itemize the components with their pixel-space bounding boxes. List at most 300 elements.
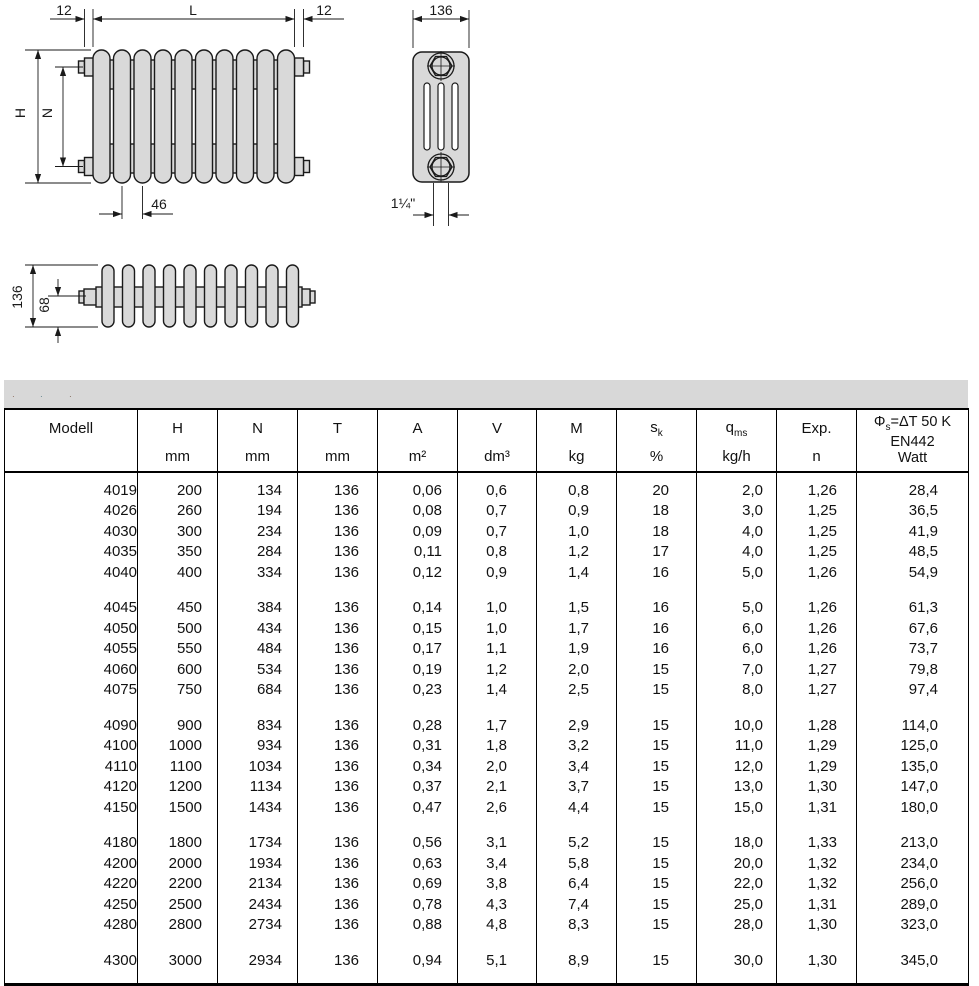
cell-value: 5,0 (697, 562, 777, 583)
cell-value: 2200 (138, 874, 218, 895)
spacer-cell (298, 472, 378, 480)
cell-value: 61,3 (857, 598, 969, 619)
cell-value: 15 (617, 833, 697, 854)
cell-value: 136 (298, 562, 378, 583)
cell-value: 0,56 (378, 833, 458, 854)
cell-value: 136 (298, 833, 378, 854)
cell-value: 1800 (138, 833, 218, 854)
cell-value: 1,7 (458, 715, 537, 736)
cell-value: 41,9 (857, 521, 969, 542)
cell-value: 97,4 (857, 680, 969, 701)
cell-value: 1,0 (537, 521, 617, 542)
table-row (5, 598, 969, 619)
cell-model: 4026 (5, 501, 138, 522)
cell-value: 4,0 (697, 521, 777, 542)
cell-value: 7,0 (697, 659, 777, 680)
cell-value: 136 (298, 915, 378, 936)
cell-value: 1,26 (777, 598, 857, 619)
front-view-drawing (79, 50, 310, 183)
cell-value: 16 (617, 639, 697, 660)
cell-value: 1,5 (537, 598, 617, 619)
group-spacer (5, 935, 969, 950)
dim-label-depth: 136 (429, 2, 453, 18)
cell-value: 79,8 (857, 659, 969, 680)
cell-value: 1,28 (777, 715, 857, 736)
cell-value: 550 (138, 639, 218, 660)
spacer-cell (458, 935, 537, 950)
cell-value: 15,0 (697, 797, 777, 818)
cell-value: 1,29 (777, 756, 857, 777)
spec-table (4, 408, 969, 986)
cell-value: 1,26 (777, 618, 857, 639)
cell-value: 15 (617, 777, 697, 798)
col-header-qms: $q_{ms}$ (697, 409, 777, 442)
spacer-cell (537, 700, 617, 715)
cell-value: 934 (218, 736, 298, 757)
cell-value: 136 (298, 680, 378, 701)
cell-value: 1434 (218, 797, 298, 818)
cell-value: 2500 (138, 894, 218, 915)
spacer-cell (857, 583, 969, 598)
cell-value: 4,4 (537, 797, 617, 818)
cell-value: 2000 (138, 853, 218, 874)
cell-value: 5,1 (458, 950, 537, 971)
spacer-cell (218, 472, 298, 480)
cell-value: 18 (617, 501, 697, 522)
cell-value: 300 (138, 521, 218, 542)
dim-label-axis-offset: 68 (36, 297, 52, 313)
spacer-cell (218, 583, 298, 598)
table-row (5, 915, 969, 936)
col-header-n: N (218, 409, 298, 442)
cell-value: 28,4 (857, 480, 969, 501)
cell-value: 1500 (138, 797, 218, 818)
cell-value: 1,4 (458, 680, 537, 701)
spacer-cell (5, 971, 138, 985)
spacer-cell (378, 583, 458, 598)
dim-label-left-offset: 12 (56, 2, 72, 18)
spacer-cell (138, 583, 218, 598)
cell-value: 1,26 (777, 480, 857, 501)
cell-value: 15 (617, 853, 697, 874)
table-body (5, 472, 969, 985)
cell-value: 3,4 (537, 756, 617, 777)
cell-value: 1,25 (777, 521, 857, 542)
cell-value: 15 (617, 680, 697, 701)
spacer-cell (617, 700, 697, 715)
cell-value: 1,7 (537, 618, 617, 639)
spacer-cell (218, 935, 298, 950)
cell-value: 1,27 (777, 680, 857, 701)
cell-value: 22,0 (697, 874, 777, 895)
cell-value: 11,0 (697, 736, 777, 757)
spacer-cell (5, 472, 138, 480)
spacer-cell (458, 700, 537, 715)
cell-value: 15 (617, 894, 697, 915)
cell-value: 284 (218, 542, 298, 563)
cell-value: 0,14 (378, 598, 458, 619)
cell-value: 1134 (218, 777, 298, 798)
cell-model: 4075 (5, 680, 138, 701)
cell-value: 7,4 (537, 894, 617, 915)
cell-model: 4045 (5, 598, 138, 619)
cell-value: 2,0 (697, 480, 777, 501)
cell-value: 2434 (218, 894, 298, 915)
cell-value: 136 (298, 797, 378, 818)
cell-value: 136 (298, 950, 378, 971)
cell-value: 1,0 (458, 618, 537, 639)
spacer-cell (537, 472, 617, 480)
spacer-cell (138, 971, 218, 985)
cell-value: 16 (617, 562, 697, 583)
cell-value: 15 (617, 874, 697, 895)
spacer-cell (537, 971, 617, 985)
spacer-cell (5, 818, 138, 833)
cell-value: 8,3 (537, 915, 617, 936)
cell-value: 125,0 (857, 736, 969, 757)
cell-value: 1,2 (537, 542, 617, 563)
cell-value: 1,31 (777, 797, 857, 818)
cell-value: 256,0 (857, 874, 969, 895)
spacer-cell (5, 935, 138, 950)
cell-value: 2934 (218, 950, 298, 971)
stray-mark: · (69, 392, 72, 401)
table-row (5, 777, 969, 798)
cell-value: 0,23 (378, 680, 458, 701)
cell-value: 20 (617, 480, 697, 501)
spacer-cell (857, 472, 969, 480)
spacer-cell (298, 971, 378, 985)
cell-value: 213,0 (857, 833, 969, 854)
cell-value: 28,0 (697, 915, 777, 936)
cell-value: 194 (218, 501, 298, 522)
cell-value: 1,4 (537, 562, 617, 583)
spacer-cell (697, 818, 777, 833)
cell-model: 4019 (5, 480, 138, 501)
spacer-cell (138, 818, 218, 833)
cell-model: 4055 (5, 639, 138, 660)
cell-value: 1,8 (458, 736, 537, 757)
cell-value: 15 (617, 659, 697, 680)
unit-v: dm³ (458, 442, 537, 472)
cell-value: 136 (298, 598, 378, 619)
group-spacer (5, 583, 969, 598)
side-air-slots (424, 83, 458, 150)
table-row (5, 659, 969, 680)
cell-value: 136 (298, 639, 378, 660)
cell-value: 3000 (138, 950, 218, 971)
spacer-cell (857, 700, 969, 715)
cell-value: 136 (298, 618, 378, 639)
cell-value: 3,7 (537, 777, 617, 798)
cell-model: 4050 (5, 618, 138, 639)
cell-model: 4200 (5, 853, 138, 874)
dim-label-right-offset: 12 (316, 2, 332, 18)
spacer-cell (458, 583, 537, 598)
cell-value: 400 (138, 562, 218, 583)
cell-value: 10,0 (697, 715, 777, 736)
cell-model: 4220 (5, 874, 138, 895)
cell-value: 2,6 (458, 797, 537, 818)
section-header-bar (4, 380, 968, 408)
cell-value: 15 (617, 797, 697, 818)
cell-value: 15 (617, 756, 697, 777)
cell-value: 54,9 (857, 562, 969, 583)
cell-value: 2,1 (458, 777, 537, 798)
cell-value: 384 (218, 598, 298, 619)
side-view-drawing (413, 51, 469, 182)
cell-value: 4,8 (458, 915, 537, 936)
unit-t: mm (298, 442, 378, 472)
cell-value: 0,19 (378, 659, 458, 680)
dim-label-height: H (12, 107, 28, 119)
cell-value: 3,2 (537, 736, 617, 757)
cell-value: 200 (138, 480, 218, 501)
cell-value: 1734 (218, 833, 298, 854)
table-row (5, 950, 969, 971)
cell-model: 4040 (5, 562, 138, 583)
cell-value: 1200 (138, 777, 218, 798)
cell-value: 136 (298, 715, 378, 736)
cell-value: 234 (218, 521, 298, 542)
cell-value: 12,0 (697, 756, 777, 777)
spacer-cell (777, 472, 857, 480)
cell-value: 2,9 (537, 715, 617, 736)
cell-value: 0,7 (458, 521, 537, 542)
cell-value: 16 (617, 598, 697, 619)
cell-value: 2734 (218, 915, 298, 936)
spacer-cell (777, 935, 857, 950)
cell-value: 0,9 (537, 501, 617, 522)
spacer-cell (617, 971, 697, 985)
top-view-drawing (79, 265, 315, 327)
cell-value: 0,37 (378, 777, 458, 798)
table-row (5, 562, 969, 583)
unit-a: m² (378, 442, 458, 472)
cell-value: 2800 (138, 915, 218, 936)
cell-value: 18,0 (697, 833, 777, 854)
cell-value: 234,0 (857, 853, 969, 874)
cell-value: 8,0 (697, 680, 777, 701)
cell-value: 0,15 (378, 618, 458, 639)
table-row (5, 874, 969, 895)
cell-value: 0,31 (378, 736, 458, 757)
table-row (5, 639, 969, 660)
cell-value: 17 (617, 542, 697, 563)
cell-value: 3,0 (697, 501, 777, 522)
table-row (5, 894, 969, 915)
spacer-cell (617, 472, 697, 480)
cell-value: 6,4 (537, 874, 617, 895)
table-row (5, 833, 969, 854)
cell-value: 1100 (138, 756, 218, 777)
table-row (5, 736, 969, 757)
spacer-cell (777, 583, 857, 598)
technical-drawings (0, 0, 979, 378)
cell-value: 136 (298, 480, 378, 501)
cell-value: 2,0 (537, 659, 617, 680)
cell-value: 1934 (218, 853, 298, 874)
cell-value: 334 (218, 562, 298, 583)
cell-value: 534 (218, 659, 298, 680)
unit-m: kg (537, 442, 617, 472)
cell-value: 0,9 (458, 562, 537, 583)
spacer-cell (378, 700, 458, 715)
cell-value: 434 (218, 618, 298, 639)
cell-value: 67,6 (857, 618, 969, 639)
spacer-cell (537, 583, 617, 598)
spacer-cell (777, 700, 857, 715)
spacer-cell (218, 818, 298, 833)
cell-value: 0,06 (378, 480, 458, 501)
cell-value: 1,29 (777, 736, 857, 757)
spacer-cell (218, 971, 298, 985)
spacer-cell (378, 818, 458, 833)
col-header-watt: Watt (897, 449, 928, 466)
cell-value: 0,88 (378, 915, 458, 936)
cell-value: 16 (617, 618, 697, 639)
col-header-sk: $s_k$ (617, 409, 697, 442)
cell-value: 1034 (218, 756, 298, 777)
spacer-cell (5, 583, 138, 598)
cell-model: 4035 (5, 542, 138, 563)
cell-value: 0,47 (378, 797, 458, 818)
col-header-exp: Exp. (777, 409, 857, 442)
cell-value: 684 (218, 680, 298, 701)
cell-model: 4030 (5, 521, 138, 542)
spacer-cell (697, 472, 777, 480)
cell-value: 136 (298, 874, 378, 895)
cell-model: 4300 (5, 950, 138, 971)
cell-value: 15 (617, 915, 697, 936)
cell-value: 20,0 (697, 853, 777, 874)
cell-value: 450 (138, 598, 218, 619)
cell-value: 834 (218, 715, 298, 736)
spacer-cell (378, 971, 458, 985)
spacer-cell (857, 818, 969, 833)
unit-h: mm (138, 442, 218, 472)
col-header-t: T (298, 409, 378, 442)
cell-value: 0,34 (378, 756, 458, 777)
cell-model: 4090 (5, 715, 138, 736)
spacer-cell (298, 935, 378, 950)
cell-value: 30,0 (697, 950, 777, 971)
cell-value: 48,5 (857, 542, 969, 563)
spacer-cell (697, 700, 777, 715)
spacer-cell (857, 971, 969, 985)
cell-value: 4,0 (697, 542, 777, 563)
cell-value: 18 (617, 521, 697, 542)
cell-value: 323,0 (857, 915, 969, 936)
dim-label-section-pitch: 46 (151, 196, 167, 212)
spacer-cell (617, 583, 697, 598)
table-row (5, 521, 969, 542)
cell-value: 0,08 (378, 501, 458, 522)
cell-value: 2,5 (537, 680, 617, 701)
cell-value: 1,32 (777, 874, 857, 895)
cell-value: 15 (617, 715, 697, 736)
cell-value: 0,17 (378, 639, 458, 660)
cell-value: 1,26 (777, 562, 857, 583)
table-row (5, 853, 969, 874)
cell-value: 1,25 (777, 501, 857, 522)
cell-value: 3,4 (458, 853, 537, 874)
cell-value: 1,32 (777, 853, 857, 874)
cell-value: 289,0 (857, 894, 969, 915)
table-row (5, 480, 969, 501)
spacer-cell (537, 818, 617, 833)
stray-mark: · (12, 392, 15, 401)
dim-label-top-depth: 136 (9, 285, 25, 309)
cell-value: 345,0 (857, 950, 969, 971)
cell-model: 4120 (5, 777, 138, 798)
cell-model: 4150 (5, 797, 138, 818)
cell-value: 8,9 (537, 950, 617, 971)
cell-value: 1,1 (458, 639, 537, 660)
col-header-modell: Modell (5, 409, 138, 442)
spacer-cell (458, 472, 537, 480)
cell-value: 1,25 (777, 542, 857, 563)
unit-modell (5, 442, 138, 472)
spacer-cell (697, 935, 777, 950)
dim-label-nipple-distance: N (39, 107, 55, 119)
spacer-cell (378, 935, 458, 950)
table-row (5, 680, 969, 701)
cell-value: 134 (218, 480, 298, 501)
cell-value: 0,69 (378, 874, 458, 895)
cell-value: 1,30 (777, 915, 857, 936)
spacer-cell (777, 971, 857, 985)
cell-value: 0,12 (378, 562, 458, 583)
cell-value: 750 (138, 680, 218, 701)
cell-value: 0,78 (378, 894, 458, 915)
unit-n: mm (218, 442, 298, 472)
group-spacer (5, 971, 969, 985)
dim-label-length: L (189, 2, 197, 18)
cell-value: 13,0 (697, 777, 777, 798)
cell-value: 1,0 (458, 598, 537, 619)
cell-model: 4180 (5, 833, 138, 854)
cell-value: 1,27 (777, 659, 857, 680)
cell-value: 1,26 (777, 639, 857, 660)
cell-value: 135,0 (857, 756, 969, 777)
spacer-cell (777, 818, 857, 833)
cell-value: 1,30 (777, 950, 857, 971)
cell-value: 0,8 (537, 480, 617, 501)
cell-value: 900 (138, 715, 218, 736)
spacer-cell (298, 818, 378, 833)
table-row (5, 756, 969, 777)
cell-value: 4,3 (458, 894, 537, 915)
table-row (5, 797, 969, 818)
unit-exp: n (777, 442, 857, 472)
spacer-cell (617, 818, 697, 833)
unit-qms: kg/h (697, 442, 777, 472)
spacer-cell (378, 472, 458, 480)
cell-value: 0,11 (378, 542, 458, 563)
table-row (5, 501, 969, 522)
cell-value: 3,1 (458, 833, 537, 854)
cell-value: 136 (298, 501, 378, 522)
cell-model: 4250 (5, 894, 138, 915)
spacer-cell (697, 583, 777, 598)
cell-value: 1,2 (458, 659, 537, 680)
spec-table-container (4, 408, 968, 986)
spacer-cell (298, 700, 378, 715)
table-header (5, 409, 969, 472)
cell-value: 136 (298, 756, 378, 777)
group-spacer (5, 472, 969, 480)
